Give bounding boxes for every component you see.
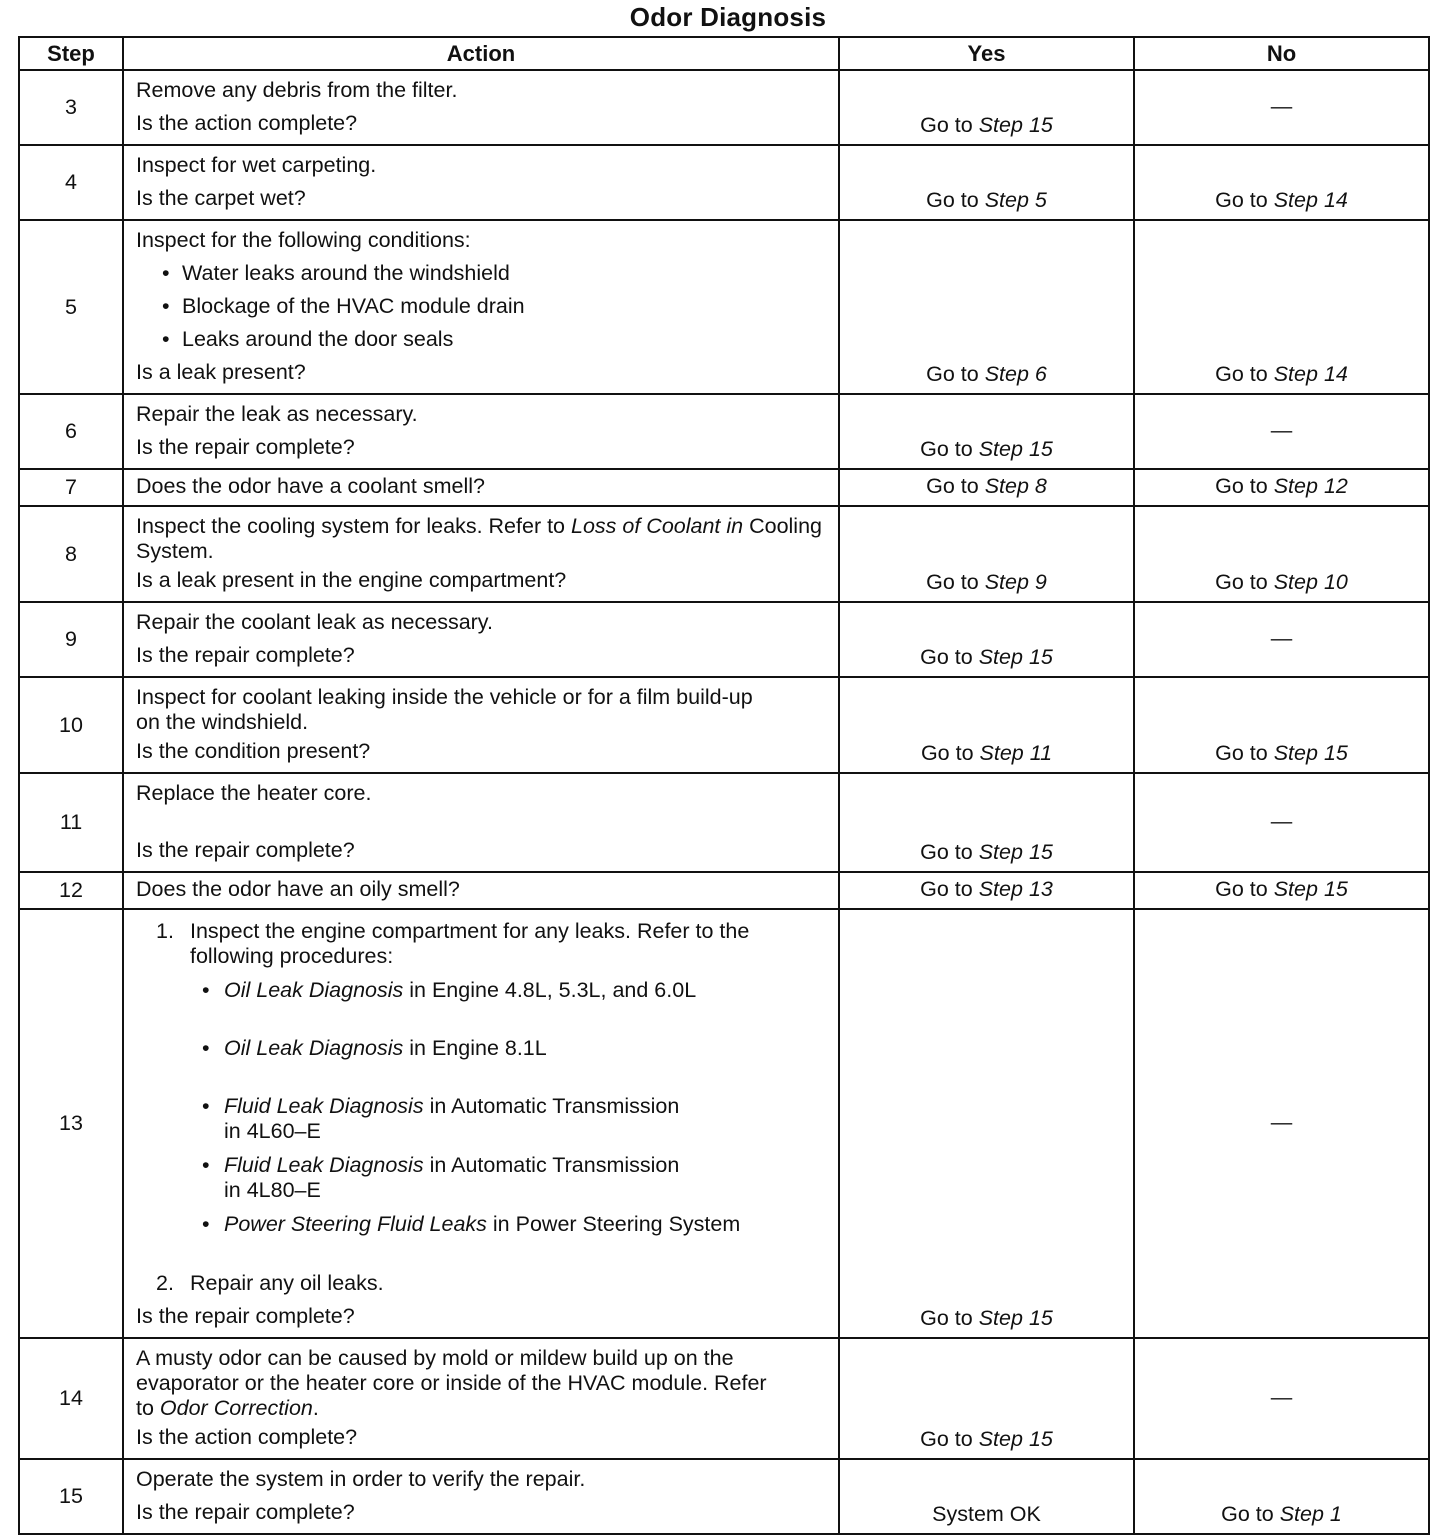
no-cell: — [1134, 602, 1429, 677]
header-yes: Yes [839, 37, 1134, 70]
action-text: Remove any debris from the filter. [136, 78, 458, 102]
procedure-ref: Oil Leak Diagnosis [224, 1036, 404, 1060]
no-cell: Go to Step 14 [1134, 145, 1429, 220]
action-text: Inspect for the following conditions: [136, 228, 471, 252]
step-number: 14 [19, 1338, 123, 1459]
step-ref: Step 14 [1273, 188, 1348, 212]
yes-cell: Go to Step 15 [839, 602, 1134, 677]
action-text: A musty odor can be caused by mold or mildew build up on the evaporator or the heater core or inside of the HVAC module. Refer to Odor Correction. [136, 1346, 767, 1420]
procedure-ref: Oil Leak Diagnosis [224, 978, 404, 1002]
procedure-ref: Odor Correction [159, 1396, 313, 1420]
action-cell [123, 220, 839, 394]
yes-cell: Go to Step 15 [839, 909, 1134, 1338]
step-ref: Step 1 [1279, 1502, 1342, 1526]
no-cell: Go to Step 15 [1134, 677, 1429, 773]
no-cell: — [1134, 394, 1429, 469]
action-text: Repair the coolant leak as necessary. [136, 610, 493, 634]
header-no: No [1134, 37, 1429, 70]
no-cell: Go to Step 12 [1134, 469, 1429, 506]
header-step: Step [19, 37, 123, 70]
action-cell [123, 677, 839, 773]
yes-cell: System OK [839, 1459, 1134, 1534]
no-cell: — [1134, 1338, 1429, 1459]
step-ref: Step 10 [1273, 570, 1348, 594]
action-cell [123, 909, 839, 1338]
step-ref: Step 9 [984, 570, 1047, 594]
yes-cell: Go to Step 6 [839, 220, 1134, 394]
list-item: • Leaks around the door seals [160, 323, 828, 356]
list-item: • Blockage of the HVAC module drain [160, 290, 828, 323]
yes-cell: Go to Step 9 [839, 506, 1134, 602]
procedure-ref: Loss of Coolant in [571, 514, 744, 538]
step-ref: Step 6 [984, 362, 1047, 386]
action-text: Inspect for coolant leaking inside the vehicle or for a film build-up on the windshield. [136, 685, 753, 734]
step-number: 11 [19, 773, 123, 872]
yes-cell: Go to Step 15 [839, 1338, 1134, 1459]
action-text: Repair the leak as necessary. [136, 402, 418, 426]
step-number: 15 [19, 1459, 123, 1534]
item-number: 1. [156, 919, 174, 943]
step-number: 6 [19, 394, 123, 469]
step-ref: Step 13 [978, 877, 1053, 901]
step-number: 9 [19, 602, 123, 677]
header-action: Action [123, 37, 839, 70]
action-question: Is the repair complete? [136, 1304, 355, 1328]
table-row [19, 1338, 1429, 1459]
procedure-ref: Fluid Leak Diagnosis [224, 1153, 424, 1177]
list-item: • Oil Leak Diagnosis in Engine 4.8L, 5.3L, and 6.0L [190, 978, 828, 1003]
step-ref: Step 5 [984, 188, 1047, 212]
yes-cell: Go to Step 11 [839, 677, 1134, 773]
table-row [19, 70, 1429, 145]
item-text: Inspect the engine compartment for any leaks. Refer to the following procedures: [190, 919, 750, 968]
step-number: 5 [19, 220, 123, 394]
action-question: Is the carpet wet? [136, 186, 306, 210]
yes-cell: Go to Step 15 [839, 773, 1134, 872]
no-cell: — [1134, 773, 1429, 872]
list-item: • Fluid Leak Diagnosis in Automatic Transmission in 4L80–E [190, 1153, 828, 1203]
table-row [19, 1459, 1429, 1534]
header-row [19, 37, 1429, 70]
yes-cell: Go to Step 8 [839, 469, 1134, 506]
step-number: 7 [19, 469, 123, 506]
action-cell [123, 394, 839, 469]
step-ref: Step 12 [1273, 474, 1348, 498]
procedure-ref: Power Steering Fluid Leaks [224, 1212, 487, 1236]
table-row [19, 394, 1429, 469]
procedure-ref: Fluid Leak Diagnosis [224, 1094, 424, 1118]
table-row [19, 602, 1429, 677]
step-ref: Step 14 [1273, 362, 1348, 386]
action-question: Is the action complete? [136, 1425, 358, 1449]
list-item [156, 913, 828, 1237]
step-number: 4 [19, 145, 123, 220]
action-cell [123, 145, 839, 220]
step-ref: Step 15 [978, 437, 1053, 461]
action-question: Is the condition present? [136, 739, 371, 763]
action-question: Does the odor have an oily smell? [136, 877, 460, 901]
action-cell [123, 1459, 839, 1534]
go-to-label: Go to [920, 113, 973, 137]
action-cell [123, 773, 839, 872]
action-question: Does the odor have a coolant smell? [136, 474, 485, 498]
action-text: Replace the heater core. [136, 781, 372, 805]
table-row [19, 145, 1429, 220]
no-cell: Go to Step 10 [1134, 506, 1429, 602]
yes-cell: Go to Step 5 [839, 145, 1134, 220]
no-cell: — [1134, 909, 1429, 1338]
step-number: 13 [19, 909, 123, 1338]
list-item: • Water leaks around the windshield [160, 257, 828, 290]
page-title: Odor Diagnosis [629, 2, 827, 32]
yes-cell: Go to Step 13 [839, 872, 1134, 909]
yes-cell: Go to Step 15 [839, 394, 1134, 469]
step-number: 12 [19, 872, 123, 909]
action-question: Is the repair complete? [136, 643, 355, 667]
action-question: Is the action complete? [136, 111, 358, 135]
no-cell: Go to Step 15 [1134, 872, 1429, 909]
step-number: 3 [19, 70, 123, 145]
step-number: 8 [19, 506, 123, 602]
action-text: Inspect for wet carpeting. [136, 153, 377, 177]
table-row [19, 506, 1429, 602]
action-cell [123, 469, 839, 506]
table-row [19, 677, 1429, 773]
step-ref: Step 15 [978, 1306, 1053, 1330]
list-item: • Oil Leak Diagnosis in Engine 8.1L [190, 1036, 828, 1061]
odor-diagnosis-table [18, 36, 1430, 1535]
table-row [19, 469, 1429, 506]
procedure-list [136, 913, 828, 1300]
action-text: Inspect the cooling system for leaks. Refer to Loss of Coolant in Cooling System. [136, 514, 823, 563]
no-cell: Go to Step 1 [1134, 1459, 1429, 1534]
procedure-sublist [190, 978, 828, 1237]
step-number: 10 [19, 677, 123, 773]
step-ref: Step 15 [978, 113, 1053, 137]
action-cell [123, 506, 839, 602]
table-row [19, 220, 1429, 394]
step-ref: Step 15 [1273, 877, 1348, 901]
item-text: Repair any oil leaks. [190, 1271, 384, 1295]
step-ref: Step 15 [978, 1427, 1053, 1451]
list-item: • Fluid Leak Diagnosis in Automatic Transmission in 4L60–E [190, 1094, 828, 1144]
action-cell [123, 602, 839, 677]
list-item: • Power Steering Fluid Leaks in Power Steering System [190, 1212, 828, 1237]
table-row [19, 909, 1429, 1338]
item-number: 2. [156, 1271, 174, 1295]
step-ref: Step 15 [978, 645, 1053, 669]
list-item [156, 1267, 828, 1300]
action-cell [123, 70, 839, 145]
action-cell [123, 872, 839, 909]
condition-list [136, 257, 828, 356]
action-text: Operate the system in order to verify the repair. [136, 1467, 586, 1491]
action-question: Is the repair complete? [136, 435, 355, 459]
action-cell [123, 1338, 839, 1459]
no-cell: Go to Step 14 [1134, 220, 1429, 394]
table-row [19, 872, 1429, 909]
action-question: Is a leak present in the engine compartment? [136, 568, 567, 592]
action-question: Is the repair complete? [136, 1500, 355, 1524]
action-question: Is a leak present? [136, 360, 306, 384]
step-ref: Step 15 [978, 840, 1053, 864]
no-cell: — [1134, 70, 1429, 145]
yes-cell [839, 70, 1134, 145]
table-row [19, 773, 1429, 872]
step-ref: Step 8 [984, 474, 1047, 498]
step-ref: Step 11 [979, 741, 1053, 765]
action-question: Is the repair complete? [136, 838, 355, 862]
step-ref: Step 15 [1273, 741, 1348, 765]
